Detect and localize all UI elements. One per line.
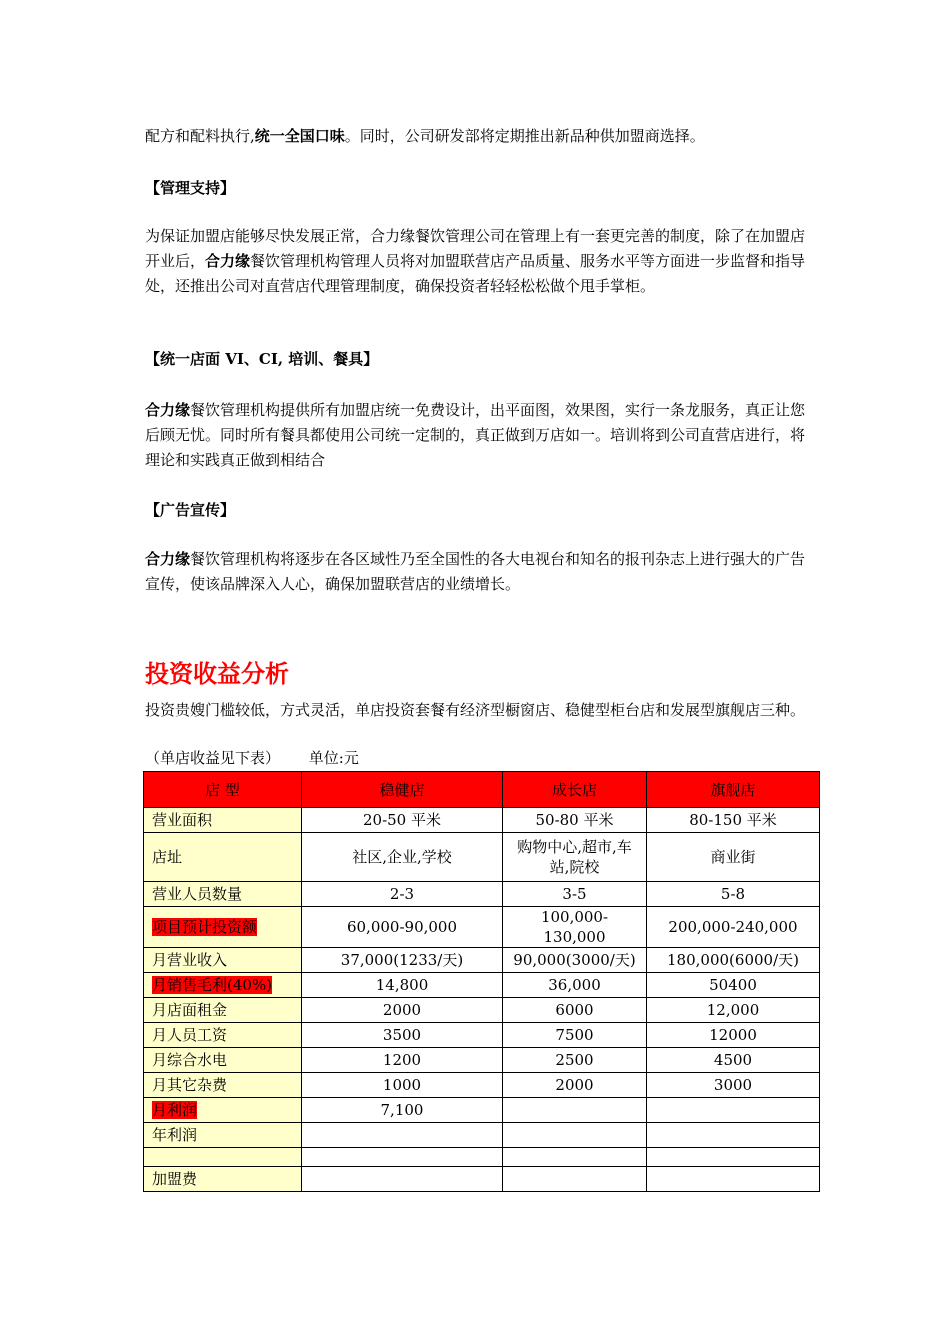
- table-cell: 37,000(1233/天): [302, 948, 503, 973]
- row-label: 月店面租金: [144, 998, 302, 1023]
- table-cell: [647, 1148, 820, 1167]
- table-cell: 14,800: [302, 973, 503, 998]
- investment-title: 投资收益分析: [145, 660, 289, 688]
- table-cell: 60,000-90,000: [302, 907, 503, 948]
- table-cell: 20-50 平米: [302, 808, 503, 833]
- table-cell: 2-3: [302, 882, 503, 907]
- table-cell: 商业街: [647, 833, 820, 882]
- highlighted-label: 项目预计投资额: [152, 918, 258, 936]
- unit-label: 单位:元: [308, 749, 359, 767]
- management-text-b: 餐饮管理机构管理人员将对加盟联营店产品质量、服务水平等方面进一步监督和指导处，还推出公司对直营店代理管理制度，确保投资者轻轻松松做个甩手掌柜。: [145, 252, 806, 295]
- header-cell: 店 型: [144, 772, 302, 808]
- table-cell: 50-80 平米: [503, 808, 647, 833]
- table-cell: [647, 1167, 820, 1192]
- table-row: [144, 907, 820, 948]
- table-cell: 12,000: [647, 998, 820, 1023]
- table-cell: 5-8: [647, 882, 820, 907]
- advert-heading: 【广告宣传】: [145, 501, 236, 519]
- table-row: [144, 833, 820, 882]
- header-cell: 稳健店: [302, 772, 503, 808]
- unified-heading: 【统一店面 VI、CI, 培训、餐具】: [145, 350, 379, 368]
- management-bold: 合力缘: [205, 252, 251, 270]
- table-cell: [503, 1167, 647, 1192]
- table-cell: [647, 1123, 820, 1148]
- table-cell: 100,000-130,000: [503, 907, 647, 948]
- row-label: 年利润: [144, 1123, 302, 1148]
- table-cell: 7500: [503, 1023, 647, 1048]
- table-cell: 2000: [302, 998, 503, 1023]
- row-label: 加盟费: [144, 1167, 302, 1192]
- table-row: [144, 1073, 820, 1098]
- header-cell: 成长店: [503, 772, 647, 808]
- table-cell: 2000: [503, 1073, 647, 1098]
- table-note: （单店收益见下表）: [145, 749, 281, 767]
- header-cell: 旗舰店: [647, 772, 820, 808]
- table-cell: 50400: [647, 973, 820, 998]
- table-cell: 社区,企业,学校: [302, 833, 503, 882]
- table-cell: [503, 1148, 647, 1167]
- row-label: [144, 1148, 302, 1167]
- row-label: 月人员工资: [144, 1023, 302, 1048]
- advert-bold: 合力缘: [145, 550, 191, 568]
- row-label: 营业人员数量: [144, 882, 302, 907]
- management-heading: 【管理支持】: [145, 179, 236, 197]
- table-row: [144, 882, 820, 907]
- table-row: [144, 1098, 820, 1123]
- row-label: 营业面积: [144, 808, 302, 833]
- table-row: [144, 808, 820, 833]
- unified-text: 餐饮管理机构提供所有加盟店统一免费设计，出平面图，效果图，实行一条龙服务，真正让您后顾无忧。同时所有餐具都使用公司统一定制的，真正做到万店如一。培训将到公司直营店进行，将理论和实践真正做到相结合: [145, 401, 806, 469]
- row-label: [144, 973, 302, 998]
- intro-pre: 配方和配料执行,: [145, 127, 255, 145]
- table-cell: 3000: [647, 1073, 820, 1098]
- table-cell: 12000: [647, 1023, 820, 1048]
- table-cell: 7,100: [302, 1098, 503, 1123]
- row-label: 月综合水电: [144, 1048, 302, 1073]
- table-cell: 1200: [302, 1048, 503, 1073]
- table-header-row: [144, 772, 820, 808]
- row-label: [144, 907, 302, 948]
- management-paragraph: [145, 224, 810, 299]
- table-cell: [302, 1148, 503, 1167]
- profit-table: [143, 771, 820, 1192]
- table-cell: 80-150 平米: [647, 808, 820, 833]
- table-cell: 3-5: [503, 882, 647, 907]
- table-cell: 购物中心,超市,车站,院校: [503, 833, 647, 882]
- table-row: [144, 1123, 820, 1148]
- row-label: 月其它杂费: [144, 1073, 302, 1098]
- table-cell: 6000: [503, 998, 647, 1023]
- table-row: [144, 1048, 820, 1073]
- table-cell: 90,000(3000/天): [503, 948, 647, 973]
- table-row: [144, 998, 820, 1023]
- highlighted-label: 月销售毛利(40%): [152, 976, 273, 994]
- intro-paragraph: [145, 124, 810, 149]
- table-row: [144, 973, 820, 998]
- row-label: 店址: [144, 833, 302, 882]
- advert-text: 餐饮管理机构将逐步在各区域性乃至全国性的各大电视台和知名的报刊杂志上进行强大的广告宣传，使该品牌深入人心，确保加盟联营店的业绩增长。: [145, 550, 806, 593]
- table-cell: 4500: [647, 1048, 820, 1073]
- table-cell: 36,000: [503, 973, 647, 998]
- table-cell: 180,000(6000/天): [647, 948, 820, 973]
- table-cell: 2500: [503, 1048, 647, 1073]
- investment-description: 投资贵嫂门槛较低，方式灵活，单店投资套餐有经济型橱窗店、稳健型柜台店和发展型旗舰店三种。: [145, 701, 806, 719]
- table-cell: 200,000-240,000: [647, 907, 820, 948]
- table-row: [144, 1023, 820, 1048]
- table-cell: [503, 1123, 647, 1148]
- table-cell: [302, 1123, 503, 1148]
- table-cell: 3500: [302, 1023, 503, 1048]
- unit-line: [145, 748, 383, 768]
- management-text-a: 为保证加盟店能够尽快发展正常，合力缘餐饮管理公司在管理上有一套更完善的制度，除了在加盟店开业后，: [145, 227, 806, 270]
- table-cell: 1000: [302, 1073, 503, 1098]
- table-row: [144, 1167, 820, 1192]
- row-label: 月营业收入: [144, 948, 302, 973]
- table-cell: [503, 1098, 647, 1123]
- table-cell: [647, 1098, 820, 1123]
- unified-bold: 合力缘: [145, 401, 191, 419]
- highlighted-label: 月利润: [152, 1101, 198, 1119]
- row-label: [144, 1098, 302, 1123]
- intro-post: 。同时，公司研发部将定期推出新品种供加盟商选择。: [344, 127, 705, 145]
- table-row: [144, 1148, 820, 1167]
- advert-paragraph: [145, 547, 810, 597]
- unified-paragraph: [145, 398, 810, 473]
- intro-bold: 统一全国口味: [254, 127, 345, 145]
- table-cell: [302, 1167, 503, 1192]
- table-row: [144, 948, 820, 973]
